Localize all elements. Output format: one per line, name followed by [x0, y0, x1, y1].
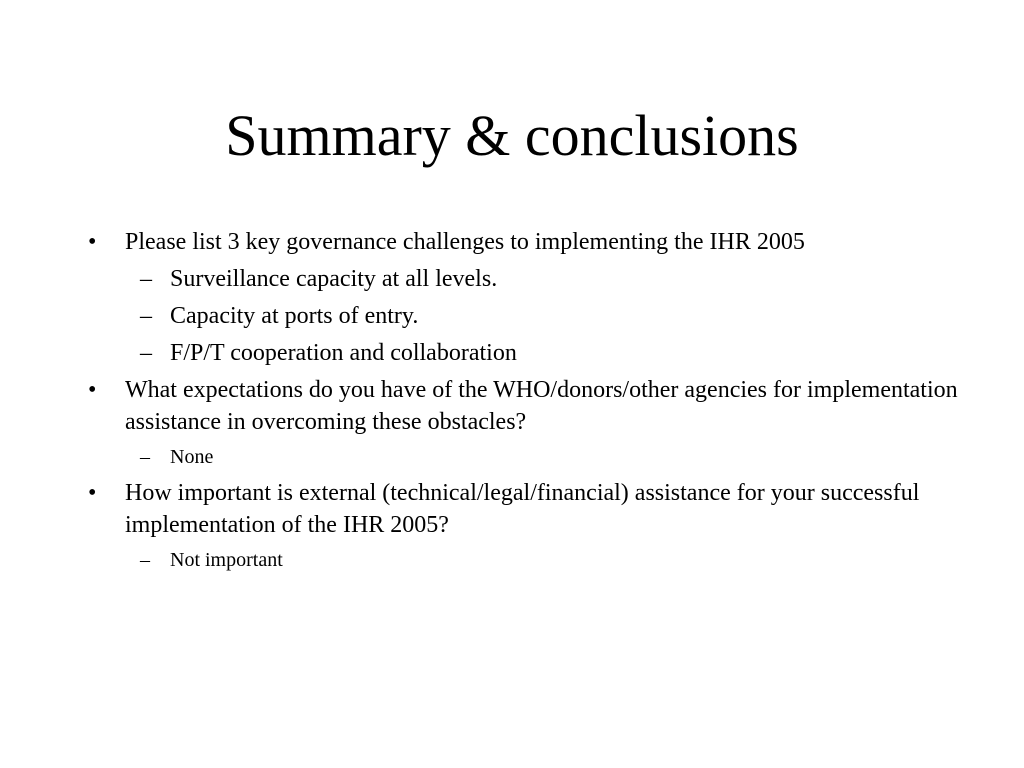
dash-marker: –	[140, 340, 152, 366]
sub-item-text: None	[170, 446, 214, 468]
bullet-item	[88, 374, 958, 438]
sub-item	[88, 546, 958, 574]
dash-marker: –	[140, 266, 152, 292]
bullet-marker: •	[88, 229, 97, 255]
bullet-item	[88, 226, 958, 258]
slide-title: Summary & conclusions	[225, 103, 799, 168]
bullet-text: Please list 3 key governance challenges to implementing the IHR 2005	[125, 229, 805, 255]
sub-item	[88, 263, 958, 295]
sub-item	[88, 300, 958, 332]
bullet-marker: •	[88, 377, 97, 403]
sub-item	[88, 443, 958, 471]
bullet-item	[88, 477, 958, 541]
sub-item-text: F/P/T cooperation and collaboration	[170, 340, 517, 366]
slide-body	[88, 226, 958, 580]
sub-item-text: Capacity at ports of entry.	[170, 303, 419, 329]
bullet-marker: •	[88, 480, 97, 506]
bullet-text: How important is external (technical/legal/financial) assistance for your successful implementation of the IHR 2005?	[125, 480, 920, 538]
sub-item-text: Surveillance capacity at all levels.	[170, 266, 498, 292]
dash-marker: –	[140, 549, 150, 571]
bullet-text: What expectations do you have of the WHO/donors/other agencies for implementation assistance in overcoming these obstacles?	[125, 377, 958, 435]
sub-item	[88, 337, 958, 369]
dash-marker: –	[140, 303, 152, 329]
dash-marker: –	[140, 446, 150, 468]
sub-item-text: Not important	[170, 549, 283, 571]
